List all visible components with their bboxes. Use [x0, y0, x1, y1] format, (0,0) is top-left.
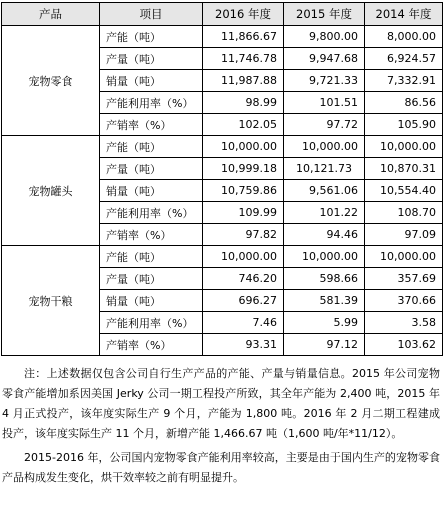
value-2016: 10,999.18 [203, 158, 284, 180]
item-cell: 产能利用率（%） [100, 312, 203, 334]
value-2014: 10,870.31 [365, 158, 443, 180]
value-2016: 10,759.86 [203, 180, 284, 202]
value-2015: 94.46 [284, 224, 365, 246]
item-cell: 产能利用率（%） [100, 202, 203, 224]
value-2016: 102.05 [203, 114, 284, 136]
value-2014: 10,554.40 [365, 180, 443, 202]
item-cell: 产能（吨） [100, 246, 203, 268]
value-2015: 101.51 [284, 92, 365, 114]
value-2015: 10,000.00 [284, 136, 365, 158]
value-2015: 101.22 [284, 202, 365, 224]
item-cell: 产销率（%） [100, 334, 203, 356]
value-2016: 11,987.88 [203, 70, 284, 92]
header-2014: 2014 年度 [365, 3, 443, 26]
item-cell: 产能利用率（%） [100, 92, 203, 114]
value-2016: 10,000.00 [203, 246, 284, 268]
value-2015: 581.39 [284, 290, 365, 312]
notes-section [2, 364, 440, 488]
value-2016: 97.82 [203, 224, 284, 246]
value-2015: 10,000.00 [284, 246, 365, 268]
header-item: 项目 [100, 3, 203, 26]
value-2015: 10,121.73 [284, 158, 365, 180]
table-row [2, 246, 443, 268]
value-2016: 11,746.78 [203, 48, 284, 70]
item-cell: 产销率（%） [100, 114, 203, 136]
value-2015: 5.99 [284, 312, 365, 334]
item-cell: 销量（吨） [100, 290, 203, 312]
table-header-row [2, 3, 443, 26]
value-2016: 10,000.00 [203, 136, 284, 158]
item-cell: 产能（吨） [100, 26, 203, 48]
value-2016: 696.27 [203, 290, 284, 312]
value-2014: 97.09 [365, 224, 443, 246]
value-2015: 9,800.00 [284, 26, 365, 48]
header-2015: 2015 年度 [284, 3, 365, 26]
item-cell: 产销率（%） [100, 224, 203, 246]
production-table [1, 2, 443, 356]
value-2016: 93.31 [203, 334, 284, 356]
value-2014: 3.58 [365, 312, 443, 334]
value-2014: 357.69 [365, 268, 443, 290]
value-2016: 98.99 [203, 92, 284, 114]
value-2016: 11,866.67 [203, 26, 284, 48]
value-2014: 8,000.00 [365, 26, 443, 48]
value-2016: 7.46 [203, 312, 284, 334]
item-cell: 产量（吨） [100, 268, 203, 290]
value-2015: 9,721.33 [284, 70, 365, 92]
value-2016: 746.20 [203, 268, 284, 290]
item-cell: 销量（吨） [100, 180, 203, 202]
value-2015: 9,947.68 [284, 48, 365, 70]
value-2014: 105.90 [365, 114, 443, 136]
header-product: 产品 [2, 3, 100, 26]
analysis-paragraph: 2015-2016 年，公司国内宠物零食产能利用率较高，主要是由于国内生产的宠物零食产品构成发生变化，烘干效率较之前有明显提升。 [2, 451, 440, 484]
value-2015: 97.72 [284, 114, 365, 136]
product-cell: 宠物干粮 [2, 246, 100, 356]
header-2016: 2016 年度 [203, 3, 284, 26]
value-2016: 109.99 [203, 202, 284, 224]
value-2015: 97.12 [284, 334, 365, 356]
value-2014: 7,332.91 [365, 70, 443, 92]
item-cell: 销量（吨） [100, 70, 203, 92]
item-cell: 产量（吨） [100, 158, 203, 180]
table-row [2, 26, 443, 48]
value-2014: 86.56 [365, 92, 443, 114]
value-2015: 598.66 [284, 268, 365, 290]
table-row [2, 136, 443, 158]
value-2014: 108.70 [365, 202, 443, 224]
table-footnote: 注：上述数据仅包含公司自行生产产品的产能、产量与销量信息。2015 年公司宠物零食产能增加系因美国 Jerky 公司一期工程投产所致，其全年产能为 2,400 吨，2015 年 4 月正式投产，该年度实际生产 9 个月，产能为 1,800 吨。2016 年 2 月二期工程建成投产，该年度实际生产 11 个月，新增产能 1,466.67 吨（1,600 吨/年*11/12）。 [2, 367, 440, 440]
item-cell: 产量（吨） [100, 48, 203, 70]
value-2014: 6,924.57 [365, 48, 443, 70]
value-2014: 370.66 [365, 290, 443, 312]
value-2014: 10,000.00 [365, 136, 443, 158]
value-2015: 9,561.06 [284, 180, 365, 202]
item-cell: 产能（吨） [100, 136, 203, 158]
value-2014: 10,000.00 [365, 246, 443, 268]
value-2014: 103.62 [365, 334, 443, 356]
product-cell: 宠物零食 [2, 26, 100, 136]
product-cell: 宠物罐头 [2, 136, 100, 246]
